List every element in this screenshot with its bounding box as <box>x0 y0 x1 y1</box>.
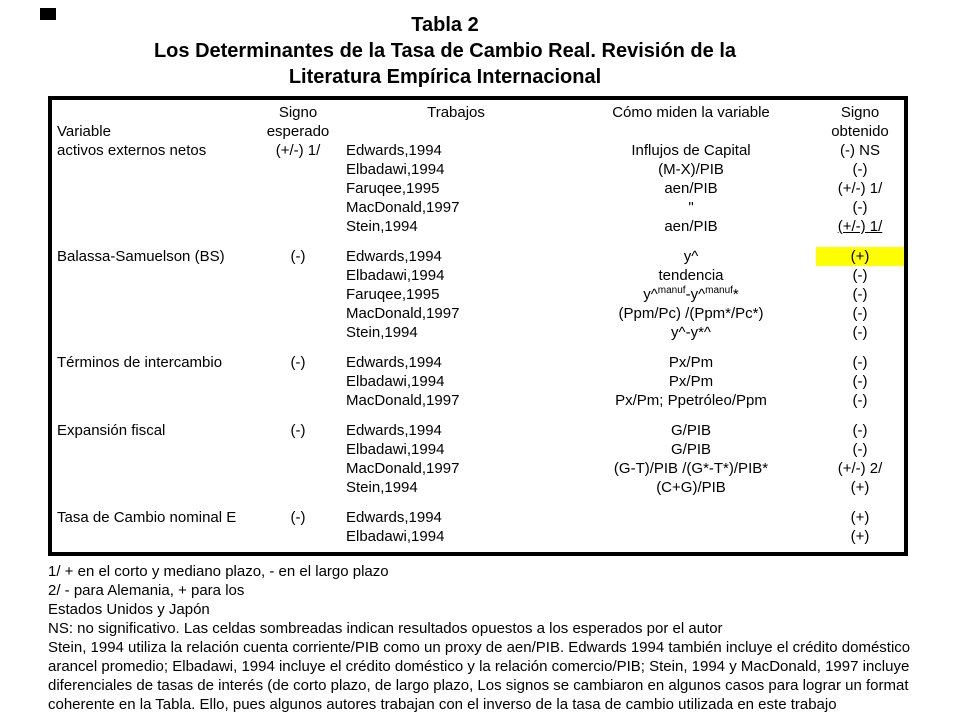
header-expected-sign-top: Signo <box>278 104 318 121</box>
expected-sign-cell <box>250 323 346 342</box>
work-cell: Faruqee,1995 <box>346 286 440 303</box>
footnote-line: Estados Unidos y Japón <box>48 601 210 618</box>
footnotes-block <box>48 562 960 714</box>
header-obtained-sign-top: Signo <box>840 104 880 121</box>
table-row <box>52 304 904 323</box>
obtained-sign-cell: (-) <box>852 422 868 439</box>
variable-group <box>52 353 904 410</box>
obtained-sign-cell: (+) <box>816 247 904 266</box>
header-measure: Cómo miden la variable <box>612 104 770 121</box>
table-row <box>52 440 904 459</box>
table-title <box>0 12 890 90</box>
work-cell: MacDonald,1997 <box>346 305 460 322</box>
variable-cell <box>52 217 250 236</box>
table-row <box>52 527 904 546</box>
expected-sign-cell <box>250 160 346 179</box>
work-cell: Elbadawi,1994 <box>346 528 445 545</box>
variable-cell <box>52 323 250 342</box>
obtained-sign-cell: (-) <box>852 354 868 371</box>
variable-cell: Tasa de Cambio nominal E <box>57 509 237 526</box>
table-header-row-2 <box>52 122 904 141</box>
table-row <box>52 160 904 179</box>
footnote-line: arancel promedio; Elbadawi, 1994 incluye el crédito doméstico y la relación comercio/PIB; Stein, 1994 y MacDonald, 1997 incluye <box>48 658 910 675</box>
table-row <box>52 508 904 527</box>
table-row <box>52 391 904 410</box>
measure-cell: (Ppm/Pc) /(Ppm*/Pc*) <box>618 305 764 322</box>
variable-cell <box>52 527 250 546</box>
work-cell: Elbadawi,1994 <box>346 441 445 458</box>
variable-cell: Términos de intercambio <box>57 354 223 371</box>
footnote-line: Stein, 1994 utiliza la relación cuenta corriente/PIB como un proxy de aen/PIB. Edwards 1994 también incluye el crédito doméstico <box>48 639 911 656</box>
table-row <box>52 372 904 391</box>
table-title-line2: Los Determinantes de la Tasa de Cambio Real. Revisión de la <box>153 40 737 62</box>
variable-cell: Expansión fiscal <box>57 422 166 439</box>
footnote-line: NS: no significativo. Las celdas sombreadas indican resultados opuestos a los esperados por el autor <box>48 620 723 637</box>
expected-sign-cell <box>250 179 346 198</box>
obtained-sign-cell: (+) <box>850 509 870 526</box>
obtained-sign-cell: (-) <box>852 305 868 322</box>
expected-sign-cell <box>250 440 346 459</box>
table-title-line1: Tabla 2 <box>411 14 479 36</box>
measure-cell: (M-X)/PIB <box>658 161 724 178</box>
work-cell: Edwards,1994 <box>346 509 442 526</box>
footnote-line: coherente en la Tabla. Ello, pues algunos autores trabajan con el inverso de la tasa de cambio utilizada en este trabajo <box>48 696 837 713</box>
table-row <box>52 141 904 160</box>
header-variable: Variable <box>57 123 111 140</box>
header-works-spacer <box>346 122 566 141</box>
footnote-line: diferenciales de tasas de interés (de corto plazo, de largo plazo, Los signos se cambiaron en algunos casos para lograr un format <box>48 677 909 694</box>
expected-sign-cell <box>250 478 346 497</box>
measure-cell: (C+G)/PIB <box>656 479 726 496</box>
footnote-line: 2/ - para Alemania, + para los <box>48 582 245 599</box>
work-cell: Stein,1994 <box>346 324 418 341</box>
obtained-sign-cell: (+) <box>850 528 870 545</box>
table-title-line3: Literatura Empírica Internacional <box>288 66 602 88</box>
obtained-sign-cell: (-) <box>852 373 868 390</box>
header-measure-spacer <box>566 122 816 141</box>
header-expected-sign-bottom: esperado <box>266 123 330 140</box>
expected-sign-cell: (+/-) 1/ <box>275 142 321 159</box>
table-row <box>52 353 904 372</box>
work-cell: MacDonald,1997 <box>346 460 460 477</box>
table-row <box>52 247 904 266</box>
obtained-sign-cell: (-) <box>852 441 868 458</box>
table-row <box>52 179 904 198</box>
variable-cell <box>52 160 250 179</box>
work-cell: Elbadawi,1994 <box>346 373 445 390</box>
variable-cell <box>52 266 250 285</box>
variable-cell <box>52 304 250 323</box>
footnote-line: 1/ + en el corto y mediano plazo, - en el largo plazo <box>48 563 389 580</box>
variable-cell: Balassa-Samuelson (BS) <box>57 248 225 265</box>
measure-cell: " <box>688 199 694 216</box>
expected-sign-cell <box>250 266 346 285</box>
obtained-sign-cell: (-) <box>852 324 868 341</box>
variable-cell <box>52 478 250 497</box>
work-cell: Edwards,1994 <box>346 248 442 265</box>
work-cell: MacDonald,1997 <box>346 199 460 216</box>
measure-cell: y^$^{manuf}$-y^$^{manuf}$* <box>643 285 739 303</box>
variable-cell <box>52 372 250 391</box>
expected-sign-cell <box>250 527 346 546</box>
expected-sign-cell <box>250 391 346 410</box>
table-row <box>52 459 904 478</box>
obtained-sign-cell: (-) NS <box>840 142 880 159</box>
measure-cell <box>566 527 816 546</box>
measure-cell: aen/PIB <box>664 218 718 235</box>
obtained-sign-cell: (+/-) 1/ <box>837 180 883 197</box>
variable-cell <box>52 459 250 478</box>
variable-group <box>52 508 904 546</box>
expected-sign-cell: (-) <box>290 248 306 265</box>
obtained-sign-cell: (-) <box>852 199 868 216</box>
measure-cell: tendencia <box>658 267 724 284</box>
measure-cell: Px/Pm <box>668 373 714 390</box>
obtained-sign-cell: (-) <box>852 286 868 303</box>
table-row <box>52 285 904 304</box>
table-row <box>52 421 904 440</box>
obtained-sign-cell: (+/-) 2/ <box>837 460 883 477</box>
variable-cell <box>52 179 250 198</box>
work-cell: Edwards,1994 <box>346 354 442 371</box>
expected-sign-cell <box>250 198 346 217</box>
table-body <box>52 141 904 546</box>
expected-sign-cell <box>250 285 346 304</box>
table-row <box>52 323 904 342</box>
obtained-sign-cell: (+/-) 1/ <box>837 218 883 235</box>
variable-group <box>52 141 904 236</box>
table-row <box>52 478 904 497</box>
expected-sign-cell <box>250 217 346 236</box>
table-row <box>52 266 904 285</box>
variable-cell: activos externos netos <box>57 142 207 159</box>
work-cell: Elbadawi,1994 <box>346 267 445 284</box>
header-obtained-sign-bottom: obtenido <box>831 123 889 140</box>
variable-cell <box>52 285 250 304</box>
expected-sign-cell <box>250 372 346 391</box>
obtained-sign-cell: (-) <box>852 392 868 409</box>
measure-cell: aen/PIB <box>664 180 718 197</box>
expected-sign-cell: (-) <box>290 354 306 371</box>
obtained-sign-cell: (-) <box>852 267 868 284</box>
measure-cell: G/PIB <box>670 441 711 458</box>
work-cell: Stein,1994 <box>346 218 418 235</box>
obtained-sign-cell: (+) <box>850 479 870 496</box>
table-row <box>52 217 904 236</box>
work-cell: Edwards,1994 <box>346 422 442 439</box>
determinants-table <box>48 96 908 556</box>
table-row <box>52 198 904 217</box>
variable-group <box>52 247 904 342</box>
variable-cell <box>52 440 250 459</box>
work-cell: MacDonald,1997 <box>346 392 460 409</box>
variable-cell <box>52 198 250 217</box>
expected-sign-cell: (-) <box>290 422 306 439</box>
table-header-row-1 <box>52 103 904 122</box>
measure-cell: (G-T)/PIB /(G*-T*)/PIB* <box>613 460 769 477</box>
work-cell: Elbadawi,1994 <box>346 161 445 178</box>
measure-cell: G/PIB <box>670 422 711 439</box>
measure-cell <box>566 508 816 527</box>
variable-cell <box>52 391 250 410</box>
header-variable-spacer <box>52 103 250 122</box>
expected-sign-cell <box>250 304 346 323</box>
expected-sign-cell: (-) <box>290 509 306 526</box>
obtained-sign-cell: (-) <box>852 161 868 178</box>
measure-cell: y^-y*^ <box>671 324 711 341</box>
measure-cell: Px/Pm <box>668 354 714 371</box>
measure-cell: Influjos de Capital <box>631 142 751 159</box>
work-cell: Edwards,1994 <box>346 142 442 159</box>
work-cell: Stein,1994 <box>346 479 418 496</box>
work-cell: Faruqee,1995 <box>346 180 440 197</box>
measure-cell: y^ <box>683 248 699 265</box>
variable-group <box>52 421 904 497</box>
measure-cell: Px/Pm; Ppetróleo/Ppm <box>615 392 767 409</box>
header-works: Trabajos <box>427 104 485 121</box>
expected-sign-cell <box>250 459 346 478</box>
